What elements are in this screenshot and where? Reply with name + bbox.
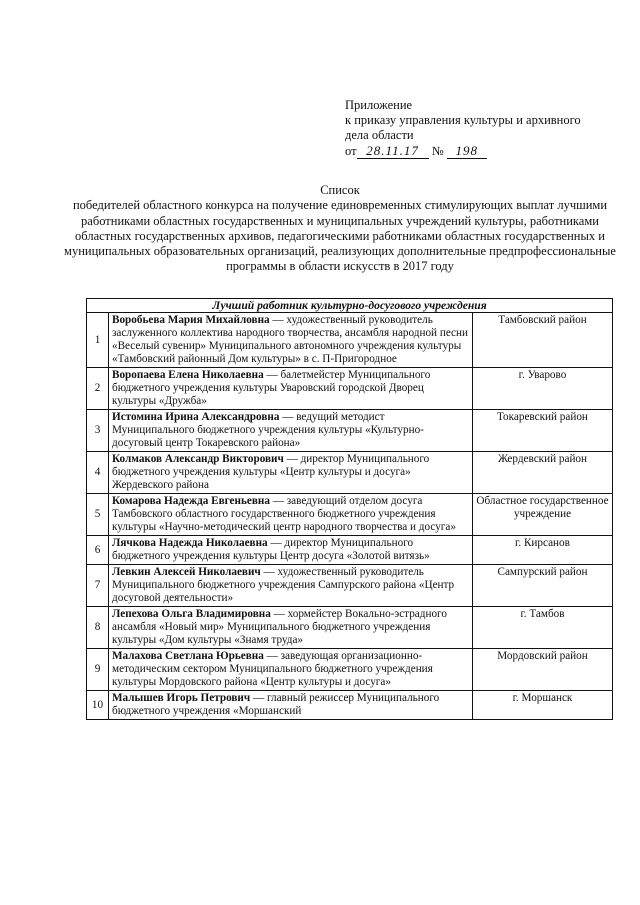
winner-region: Мордовский район: [472, 649, 612, 691]
winner-description: [109, 368, 473, 410]
winner-description: [109, 649, 473, 691]
handwritten-date: 28.11.17: [357, 143, 429, 159]
winner-region: Тамбовский район: [472, 313, 612, 368]
table-row: [87, 565, 613, 607]
row-number: 2: [87, 368, 109, 410]
appendix-line-2: к приказу управления культуры и архивного: [345, 113, 581, 127]
table-row: [87, 536, 613, 565]
winner-description: [109, 410, 473, 452]
winner-position: — балетмейстер Муниципального бюджетного учреждения культуры Уваровский городской Дворец культуры «Дружба»: [112, 369, 431, 407]
winner-name: Малахова Светлана Юрьевна: [112, 650, 264, 662]
number-prefix: №: [431, 144, 444, 158]
appendix-line-1: Приложение: [345, 98, 413, 112]
title-body: победителей областного конкурса на получение единовременных стимулирующих выплат лучшими работниками областных государственных и муниципальных учреждений культуры, работниками областных государственных архивов, педагогическими работниками областных государственных и муниципальных образовательных организаций, реализующих дополнительные предпрофессиональные программы в области искусств в 2017 году: [64, 198, 616, 274]
table-body: [87, 313, 613, 720]
winner-name: Лепехова Ольга Владимировна: [112, 608, 271, 620]
winner-position: — художественный руководитель Муниципального бюджетного учреждения Сампурского района «Центр досуговой деятельности»: [112, 566, 455, 604]
winner-region: г. Уварово: [472, 368, 612, 410]
winner-description: [109, 536, 473, 565]
winner-position: — хормейстер Вокально-эстрадного ансамбля «Новый мир» Муниципального бюджетного учреждения культуры «Дом культуры «Знамя труда»: [112, 608, 447, 646]
winner-region: Токаревский район: [472, 410, 612, 452]
row-number: 3: [87, 410, 109, 452]
winner-name: Колмаков Александр Викторович: [112, 453, 284, 465]
winner-description: [109, 494, 473, 536]
winner-position: — ведущий методист Муниципального бюджетного учреждения культуры «Культурно-досуговый центр Токаревского района»: [112, 411, 424, 449]
winner-region: г. Моршанск: [472, 691, 612, 720]
winner-region: Жердевский район: [472, 452, 612, 494]
winner-region: Областное государственное учреждение: [472, 494, 612, 536]
appendix-line-3: дела области: [345, 128, 414, 142]
winner-position: — директор Муниципального бюджетного учреждения культуры «Центр культуры и досуга» Жердевского района: [112, 453, 430, 491]
row-number: 6: [87, 536, 109, 565]
row-number: 5: [87, 494, 109, 536]
document-title: [60, 183, 620, 275]
row-number: 1: [87, 313, 109, 368]
table-row: [87, 410, 613, 452]
winner-description: [109, 313, 473, 368]
winner-name: Лячкова Надежда Николаевна: [112, 537, 268, 549]
table-row: [87, 313, 613, 368]
handwritten-number: 198: [447, 143, 487, 159]
winner-name: Истомина Ирина Александровна: [112, 411, 280, 423]
table-row: [87, 494, 613, 536]
winner-position: — художественный руководитель заслуженного коллектива народного творчества, ансамбля народной песни «Веселый сувенир» Муниципального автономного учреждения культуры «Тамбовский районный Дом культуры» в с. П-Пригородное: [112, 314, 468, 365]
table-row: [87, 368, 613, 410]
title-heading: Список: [320, 183, 360, 197]
table-row: [87, 691, 613, 720]
row-number: 4: [87, 452, 109, 494]
winner-name: Комарова Надежда Евгеньевна: [112, 495, 270, 507]
winner-position: — главный режиссер Муниципального бюджетного учреждения «Моршанский: [112, 692, 440, 717]
winner-description: [109, 452, 473, 494]
table-row: [87, 452, 613, 494]
winner-region: Сампурский район: [472, 565, 612, 607]
winner-description: [109, 607, 473, 649]
appendix-date-line: [345, 143, 615, 159]
date-prefix: от: [345, 144, 357, 158]
winner-description: [109, 691, 473, 720]
winner-region: г. Тамбов: [472, 607, 612, 649]
row-number: 10: [87, 691, 109, 720]
row-number: 9: [87, 649, 109, 691]
row-number: 7: [87, 565, 109, 607]
winner-name: Воропаева Елена Николаевна: [112, 369, 264, 381]
winner-position: — заведующая организационно-методическим сектором Муниципального бюджетного учреждения культуры Мордовского района «Центр культуры и досуга»: [112, 650, 433, 688]
winner-name: Воробьева Мария Михайловна: [112, 314, 270, 326]
table-row: [87, 649, 613, 691]
table-row: [87, 607, 613, 649]
appendix-block: [345, 98, 615, 159]
winner-region: г. Кирсанов: [472, 536, 612, 565]
winner-position: — директор Муниципального бюджетного учреждения культуры Центр досуга «Золотой витязь»: [112, 537, 430, 562]
row-number: 8: [87, 607, 109, 649]
section-header: Лучший работник культурно-досугового учреждения: [87, 299, 613, 313]
winner-name: Малышев Игорь Петрович: [112, 692, 251, 704]
winner-position: — заведующий отделом досуга Тамбовского областного государственного бюджетного учреждения культуры «Научно-методический центр народного творчества и досуга»: [112, 495, 456, 533]
winner-name: Левкин Алексей Николаевич: [112, 566, 261, 578]
winner-description: [109, 565, 473, 607]
winners-table: [86, 298, 613, 720]
